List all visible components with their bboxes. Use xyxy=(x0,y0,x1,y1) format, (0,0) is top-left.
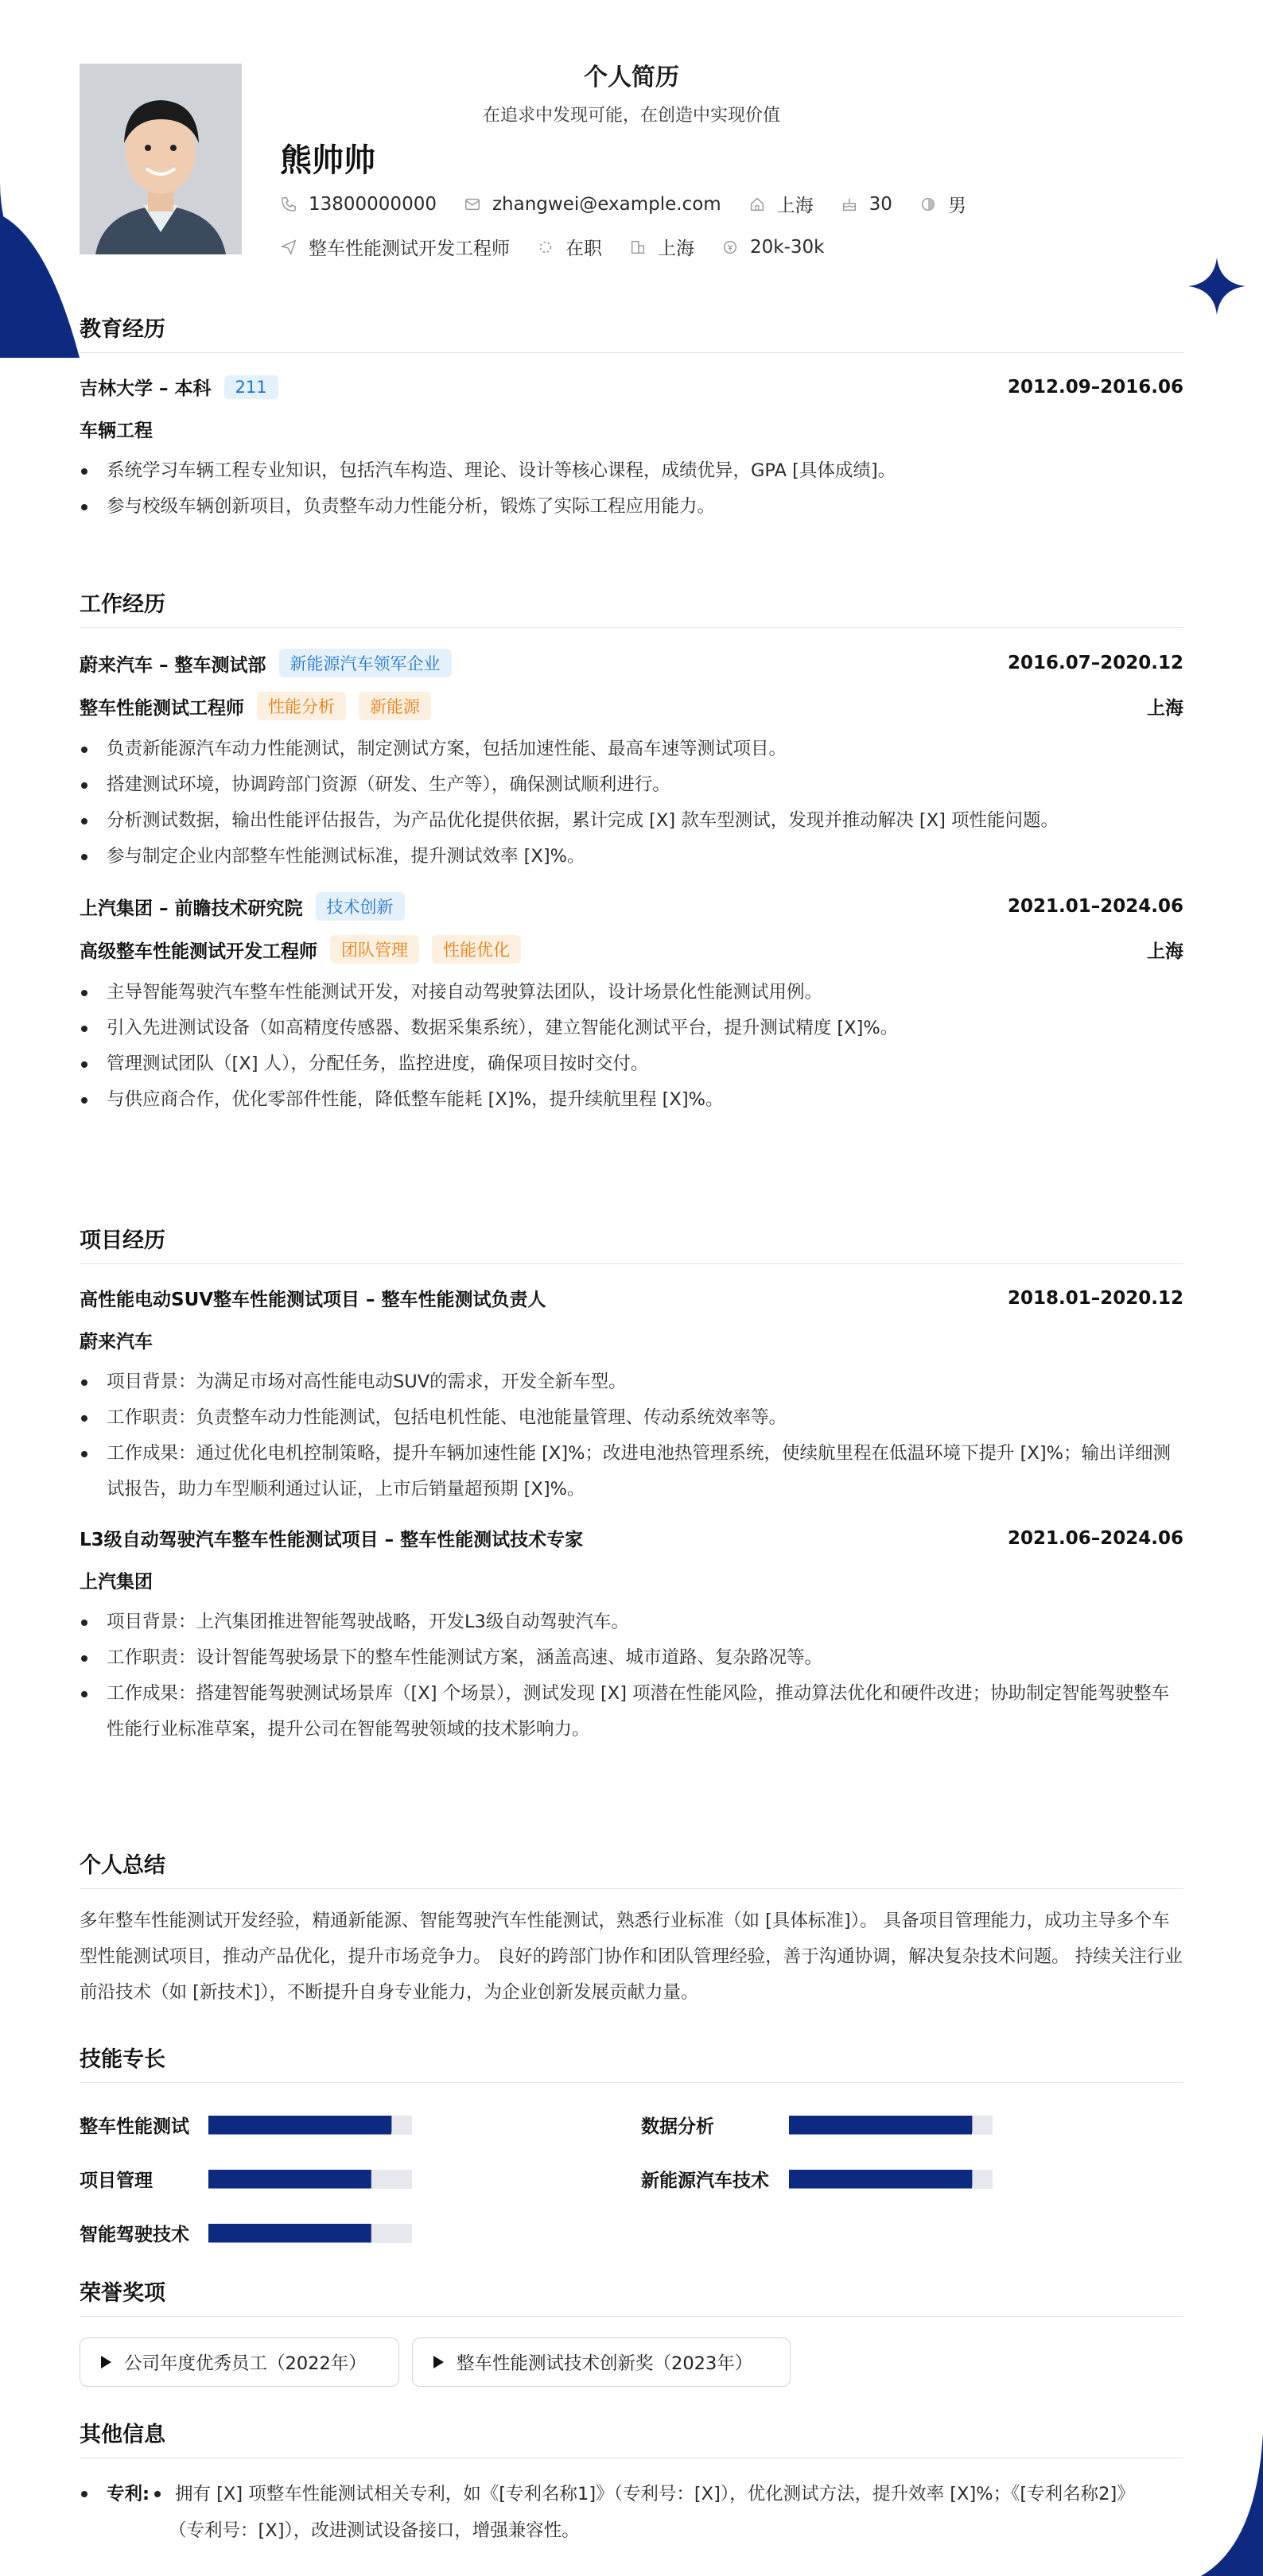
home-icon xyxy=(748,196,766,213)
school-name: 吉林大学 – 本科 xyxy=(80,378,212,399)
patent-text-continued: （专利号：[X]），改进测试设备接口，增强兼容性。 xyxy=(169,2520,580,2541)
list-item: 主导智能驾驶汽车整车性能测试开发，对接自动驾驶算法团队，设计场景化性能测试用例。 xyxy=(80,975,1183,1011)
list-item: 搭建测试环境，协调跨部门资源（研发、生产等），确保测试顺利进行。 xyxy=(80,767,1183,803)
document-subtitle: 在追求中发现可能，在创造中实现价值 xyxy=(482,106,780,126)
salary-text: 20k-30k xyxy=(750,236,825,258)
list-item: 项目背景：上汽集团推进智能驾驶战略，开发L3级自动驾驶汽车。 xyxy=(80,1604,1183,1640)
list-item: 系统学习车辆工程专业知识，包括汽车构造、理论、设计等核心课程，成绩优异，GPA [具体成绩]。 xyxy=(80,453,1183,489)
location-item xyxy=(748,191,814,217)
skill-item xyxy=(641,2166,993,2192)
cake-icon xyxy=(841,196,858,213)
project-title: 高性能电动SUV整车性能测试项目 – 整车性能测试负责人 xyxy=(80,1290,546,1310)
patent-label: 专利: xyxy=(107,2484,150,2504)
gender-icon xyxy=(919,196,937,213)
status-text: 在职 xyxy=(565,239,602,259)
company-name: 蔚来汽车 – 整车测试部 xyxy=(80,654,266,676)
position-item xyxy=(280,234,510,260)
phone-icon xyxy=(280,196,297,213)
position-text: 整车性能测试开发工程师 xyxy=(309,239,510,259)
triangle-icon xyxy=(101,2356,111,2368)
education-date: 2012.09–2016.06 xyxy=(1007,376,1183,398)
loading-icon xyxy=(537,239,554,256)
work-bullets xyxy=(80,731,1183,875)
email-text: zhangwei@example.com xyxy=(492,193,721,215)
avatar xyxy=(80,64,242,254)
phone-text: 13800000000 xyxy=(309,193,437,215)
education-section xyxy=(80,312,1183,525)
work-bullets xyxy=(80,975,1183,1118)
patent-item xyxy=(80,2476,1193,2549)
target-city-item xyxy=(629,234,694,260)
section-title-work: 工作经历 xyxy=(80,587,1183,628)
list-item: 工作职责：设计智能驾驶场景下的整车性能测试方案，涵盖高速、城市道路、复杂路况等。 xyxy=(80,1640,1183,1676)
school-tag: 211 xyxy=(224,375,278,399)
award-text: 公司年度优秀员工（2022年） xyxy=(124,2353,367,2374)
work-city: 上海 xyxy=(1147,697,1183,719)
skill-bar xyxy=(208,2224,412,2243)
company-name: 上汽集团 – 前瞻技术研究院 xyxy=(80,898,303,919)
summary-text: 多年整车性能测试开发经验，精通新能源、智能驾驶汽车性能测试，熟悉行业标准（如 [具体标准]）。 具备项目管理能力，成功主导多个车型性能测试项目，推动产品优化，提升市场竞争力。 良好的跨部门协作和团队管理经验，善于沟通协调，解决复杂技术问题。 持续关注行业前沿技术（如 [新技术]），不断提升自身专业能力，为企业创新发展贡献力量。 xyxy=(80,1911,1183,2003)
project-org: 蔚来汽车 xyxy=(80,1332,153,1352)
project-date: 2018.01–2020.12 xyxy=(1007,1287,1183,1309)
triangle-icon xyxy=(433,2356,444,2368)
bullet-dot xyxy=(80,2476,107,2512)
bullet-dot xyxy=(153,2476,175,2512)
age-text: 30 xyxy=(869,193,892,215)
award-text: 整车性能测试技术创新奖（2023年） xyxy=(457,2353,753,2374)
award-item xyxy=(412,2337,791,2387)
skill-name: 智能驾驶技术 xyxy=(80,2225,189,2245)
skills-section xyxy=(80,2042,1183,2083)
skill-tag: 新能源 xyxy=(359,692,431,720)
skill-tag: 性能分析 xyxy=(257,692,346,720)
skill-item xyxy=(641,2112,993,2138)
job-title: 高级整车性能测试开发工程师 xyxy=(80,941,317,962)
section-title-projects: 项目经历 xyxy=(80,1223,1183,1264)
section-title-awards: 荣誉奖项 xyxy=(80,2275,1183,2317)
section-title-summary: 个人总结 xyxy=(80,1848,1183,1889)
corner-decoration-top-left xyxy=(0,0,80,366)
email-item xyxy=(464,194,721,215)
money-icon xyxy=(721,239,739,256)
salary-item xyxy=(721,237,824,258)
project-date: 2021.06–2024.06 xyxy=(1007,1527,1183,1549)
project-bullets xyxy=(80,1604,1183,1748)
gender-text: 男 xyxy=(947,196,966,216)
job-intent-row xyxy=(280,234,851,260)
skill-bar xyxy=(208,2116,412,2135)
other-section xyxy=(80,2417,1183,2458)
skill-tag: 团队管理 xyxy=(330,935,419,964)
skill-bar xyxy=(208,2170,412,2189)
skill-bar-fill xyxy=(208,2116,391,2135)
skill-name: 新能源汽车技术 xyxy=(641,2171,769,2191)
job-title: 整车性能测试工程师 xyxy=(80,697,244,719)
list-item: 引入先进测试设备（如高精度传感器、数据采集系统），建立智能化测试平台，提升测试精度 [X]%。 xyxy=(80,1011,1183,1046)
work-date: 2016.07–2020.12 xyxy=(1007,653,1183,673)
awards-section xyxy=(80,2275,1183,2317)
skill-name: 数据分析 xyxy=(641,2116,714,2137)
section-title-education: 教育经历 xyxy=(80,312,1183,353)
work-section xyxy=(80,587,1183,1118)
skill-bar xyxy=(789,2116,993,2135)
award-item xyxy=(80,2337,399,2387)
list-item: 工作成果：搭建智能驾驶测试场景库（[X] 个场景），测试发现 [X] 项潜在性能风险，推动算法优化和硬件改进；协助制定智能驾驶整车性能行业标准草案，提升公司在智能驾驶领域的技术影响力。 xyxy=(80,1676,1183,1748)
skill-item xyxy=(80,2166,412,2192)
company-tag: 新能源汽车领军企业 xyxy=(279,649,452,677)
work-city: 上海 xyxy=(1147,941,1183,962)
section-title-other: 其他信息 xyxy=(80,2417,1183,2458)
skill-bar-fill xyxy=(208,2170,371,2189)
gender-item xyxy=(919,191,966,217)
skill-tag: 性能优化 xyxy=(432,935,521,964)
phone-item xyxy=(280,194,437,215)
work-date: 2021.01–2024.06 xyxy=(1007,896,1183,917)
summary-section xyxy=(80,1848,1183,2011)
age-item xyxy=(841,194,892,215)
skill-name: 整车性能测试 xyxy=(80,2116,189,2137)
patent-text: 拥有 [X] 项整车性能测试相关专利，如《[专利名称1]》（专利号：[X]），优化测试方法，提升效率 [X]%；《[专利名称2]》 xyxy=(175,2484,1135,2504)
list-item: 与供应商合作，优化零部件性能，降低整车能耗 [X]%，提升续航里程 [X]%。 xyxy=(80,1082,1183,1118)
mail-icon xyxy=(464,196,481,213)
section-title-skills: 技能专长 xyxy=(80,2042,1183,2083)
status-item xyxy=(537,234,602,260)
list-item: 参与制定企业内部整车性能测试标准，提升测试效率 [X]%。 xyxy=(80,839,1183,875)
skill-item xyxy=(80,2112,412,2138)
skill-item xyxy=(80,2220,412,2246)
major: 车辆工程 xyxy=(80,421,153,441)
skill-name: 项目管理 xyxy=(80,2171,153,2191)
target-city-text: 上海 xyxy=(658,239,694,259)
contact-row xyxy=(280,191,993,217)
education-bullets xyxy=(80,453,1183,525)
skill-bar-fill xyxy=(208,2224,371,2243)
project-title: L3级自动驾驶汽车整车性能测试项目 – 整车性能测试技术专家 xyxy=(80,1530,584,1550)
sparkle-icon xyxy=(1185,254,1249,318)
document-title: 个人简历 xyxy=(584,64,679,91)
skill-bar-fill xyxy=(789,2116,972,2135)
candidate-name: 熊帅帅 xyxy=(280,142,375,179)
building-icon xyxy=(629,239,647,256)
list-item: 负责新能源汽车动力性能测试，制定测试方案，包括加速性能、最高车速等测试项目。 xyxy=(80,731,1183,767)
list-item: 工作成果：通过优化电机控制策略，提升车辆加速性能 [X]%；改进电池热管理系统，使续航里程在低温环境下提升 [X]%；输出详细测试报告，助力车型顺利通过认证，上市后销量超预期 [X]%。 xyxy=(80,1436,1183,1507)
company-tag: 技术创新 xyxy=(316,892,405,921)
skill-bar xyxy=(789,2170,993,2189)
projects-section xyxy=(80,1223,1183,1748)
send-icon xyxy=(280,239,297,256)
list-item: 分析测试数据，输出性能评估报告，为产品优化提供依据，累计完成 [X] 款车型测试，发现并推动解决 [X] 项性能问题。 xyxy=(80,803,1183,839)
list-item: 管理测试团队（[X] 人），分配任务，监控进度，确保项目按时交付。 xyxy=(80,1046,1183,1082)
list-item: 工作职责：负责整车动力性能测试，包括电机性能、电池能量管理、传动系统效率等。 xyxy=(80,1400,1183,1436)
list-item: 参与校级车辆创新项目，负责整车动力性能分析，锻炼了实际工程应用能力。 xyxy=(80,489,1183,525)
project-org: 上汽集团 xyxy=(80,1572,153,1593)
skill-bar-fill xyxy=(789,2170,972,2189)
list-item: 项目背景：为满足市场对高性能电动SUV的需求，开发全新车型。 xyxy=(80,1364,1183,1400)
location-text: 上海 xyxy=(776,196,814,216)
project-bullets xyxy=(80,1364,1183,1507)
